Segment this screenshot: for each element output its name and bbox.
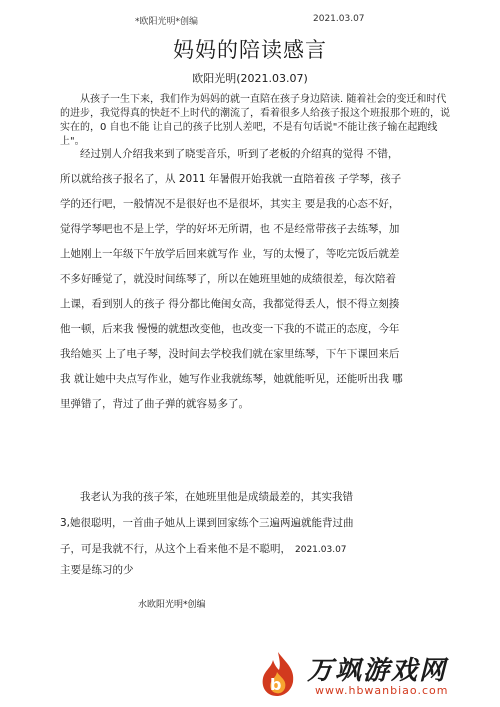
- conclusion-line: 我老认为我的孩子笨，在她班里他是成绩最差的，其实我错: [80, 491, 353, 503]
- body-line: 学的还行吧，一般情况不是很好也不是很坏，其实主 要是我的心态不好，: [60, 198, 400, 210]
- byline-date: (2021.03.07): [236, 72, 308, 85]
- body-line: 经过别人介绍我来到了晓雯音乐，听到了老板的介绍真的觉得 不错，: [80, 148, 399, 160]
- body-line: 不多好睡觉了，就没时间练琴了，所以在她班里她的成绩很差，每次陪着: [60, 273, 396, 285]
- body-line: 所以就给孩子报名了，从 2011 年暑假开始我就一直陪着孩 子学琴，孩子: [60, 173, 402, 185]
- watermark-url: www.hbwanbiao.com: [315, 684, 449, 697]
- body-line: 我给她买 上了电子琴，没时间去学校我们就在家里练琴，下午下课回来后: [60, 348, 400, 360]
- byline: [0, 70, 500, 86]
- conclusion-line: 主要是练习的少: [60, 564, 134, 576]
- body-line: 上课，看到别人的孩子 得分都比俺闺女高，我都觉得丢人，恨不得立刻揍: [60, 298, 400, 310]
- flame-logo-icon: [255, 650, 301, 698]
- header-left: *欧阳光明*创编: [135, 17, 199, 27]
- svg-text:b: b: [270, 675, 282, 694]
- header-date: 2021.03.07: [313, 14, 365, 24]
- footer-signature: 水欧阳光明*创编: [138, 600, 206, 610]
- page-title: 妈妈的陪读感言: [173, 38, 327, 62]
- body-line: 觉得学琴吧也不是上学，学的好坏无所谓，也 不是经常带孩子去练琴，加: [60, 223, 400, 235]
- paragraph-conclusion: [60, 484, 450, 577]
- watermark-name: 万飒游戏网: [307, 656, 448, 686]
- paragraph-body: [60, 142, 450, 417]
- body-line: 他一顿，后来我 慢慢的就想改变他，也改变一下我的不谎正的态度，今年: [60, 323, 400, 335]
- body-line: 我 就让她中夬点写作业，她写作业我就练琴，她就能听见，还能听出我 哪: [60, 373, 403, 385]
- conclusion-line: 3,她很聪明，一首曲子她从上课到回家练个三遍两遍就能背过曲: [60, 517, 354, 529]
- paragraph-intro: 从孩子一生下来，我们作为妈妈的就一直陪在孩子身边陪读. 随着社会的变迁和时代的进步，我觉得真的快赶不上时代的潮流了，看着很多人给孩子报这个班报那个班的，说实在的，0 自也不能 让自己的孩子比别人差吧，不是有句话说"不能让孩子输在起跑线 上"。: [60, 94, 450, 147]
- body-line: 上她刚上一年级下午放学后回来就写作 业，写的太慢了，等吃完饭后就差: [60, 248, 400, 260]
- conclusion-text: 子，可是我就不行，从这个上看来他不是不聪明，: [60, 543, 291, 555]
- conclusion-line: [60, 536, 450, 563]
- conclusion-date: 2021.03.07: [295, 545, 347, 555]
- site-watermark: [255, 650, 495, 700]
- byline-author: 欧阳光明: [192, 72, 237, 85]
- body-line: 里弹错了，背过了曲子弹的就容易多了。: [60, 398, 249, 410]
